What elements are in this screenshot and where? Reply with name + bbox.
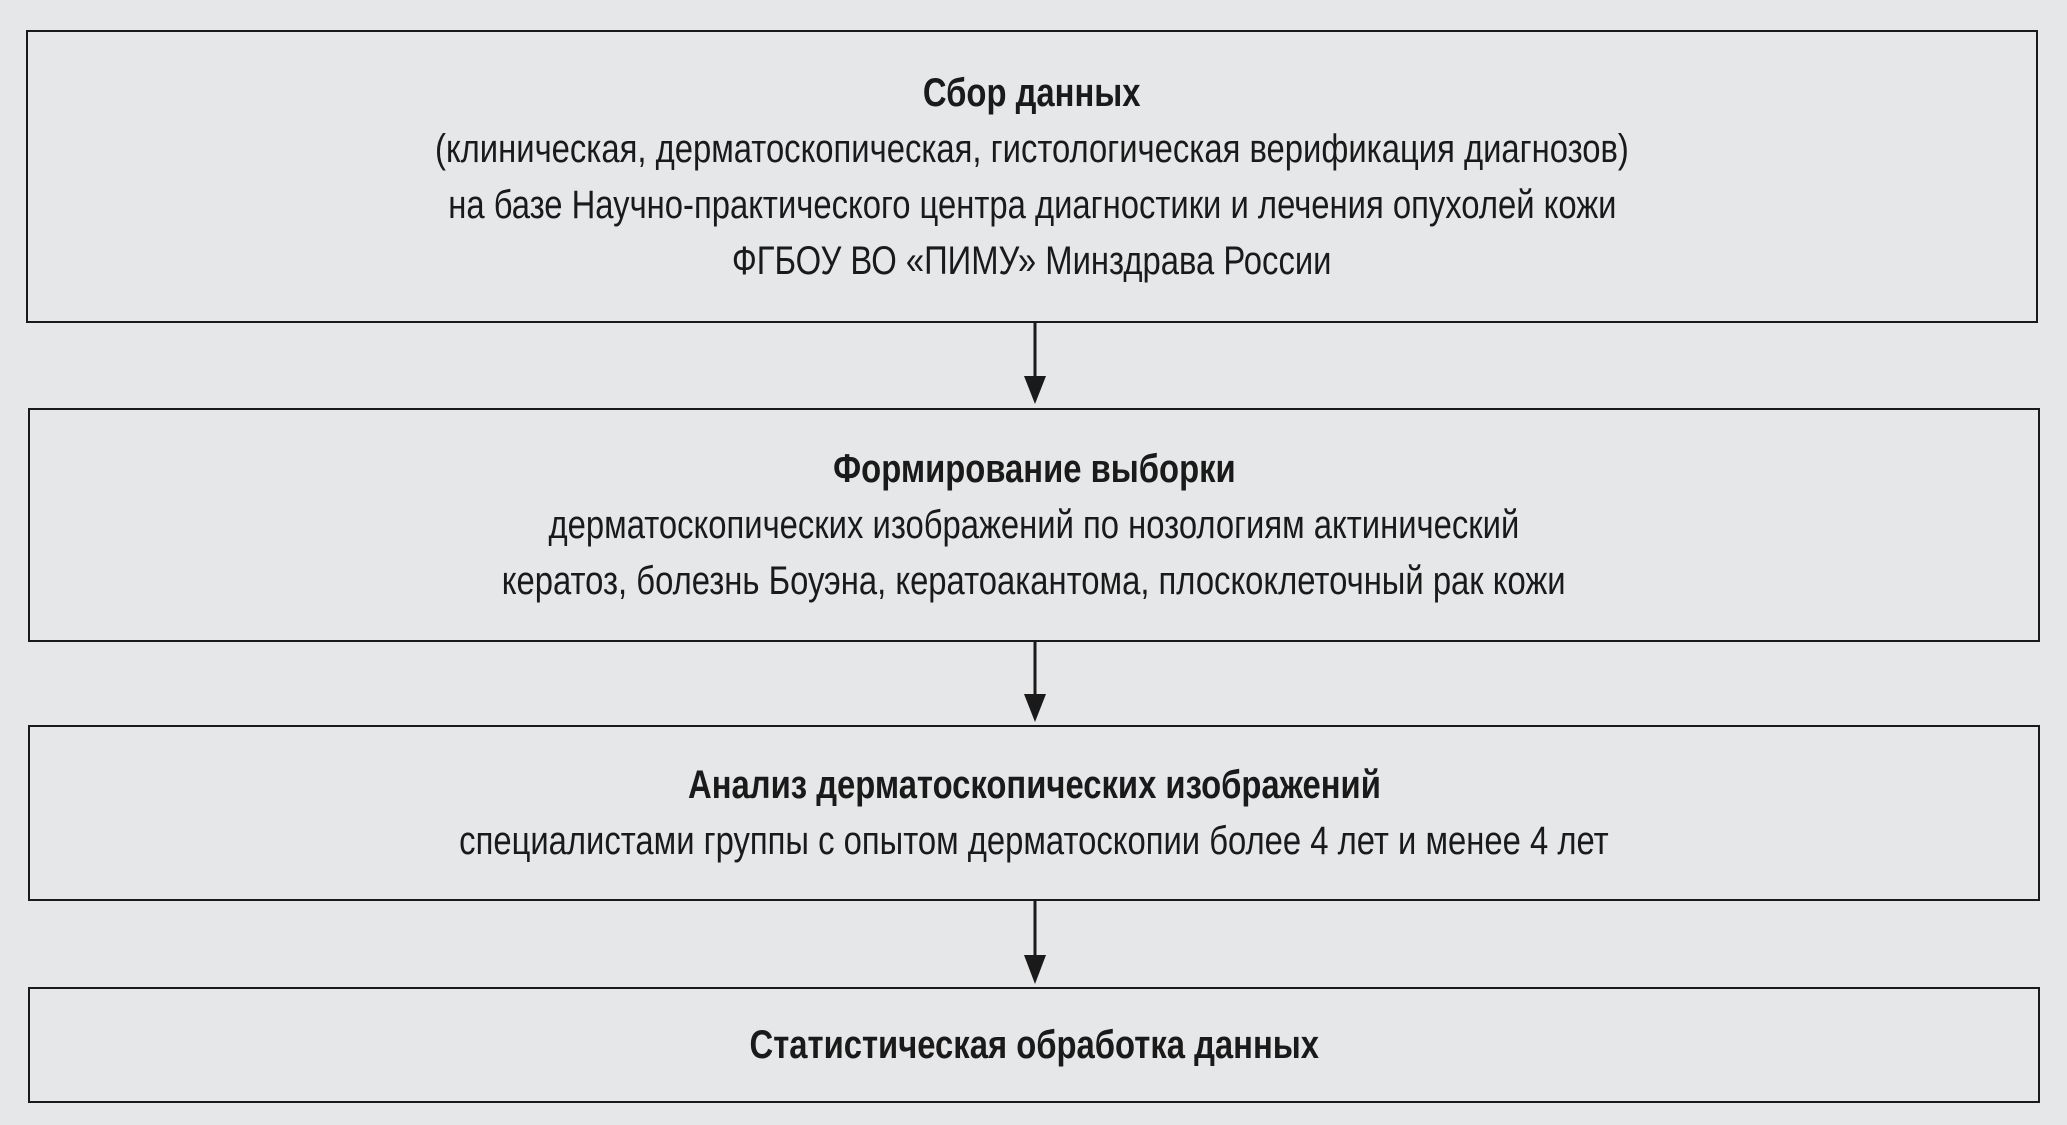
step-text-line: на базе Научно-практического центра диагностики и лечения опухолей кожи <box>447 182 1617 227</box>
step-box-sample-formation <box>28 408 2040 642</box>
step-text-line: специалистами группы с опытом дерматоскопии более 4 лет и менее 4 лет <box>459 819 1609 863</box>
step-text-line: дерматоскопических изображений по нозологиям актинический <box>548 503 1520 547</box>
step-box-data-collection <box>26 30 2038 323</box>
step-title: Анализ дерматоскопических изображений <box>687 763 1381 807</box>
step-title: Формирование выборки <box>832 447 1236 491</box>
step-box-statistical-processing <box>28 987 2040 1103</box>
arrow-2 <box>1024 642 1046 722</box>
step-text-line: кератоз, болезнь Боуэна, кератоакантома, плоскоклеточный рак кожи <box>502 559 1566 603</box>
step-box-image-analysis <box>28 725 2040 901</box>
step-title: Статистическая обработка данных <box>749 1023 1319 1067</box>
step-title: Сбор данных <box>923 70 1141 115</box>
step-text-line: ФГБОУ ВО «ПИМУ» Минздрава России <box>732 238 1332 283</box>
arrow-1 <box>1024 323 1046 404</box>
arrow-3 <box>1024 901 1046 984</box>
step-text-line: (клиническая, дерматоскопическая, гистологическая верификация диагнозов) <box>435 126 1629 171</box>
